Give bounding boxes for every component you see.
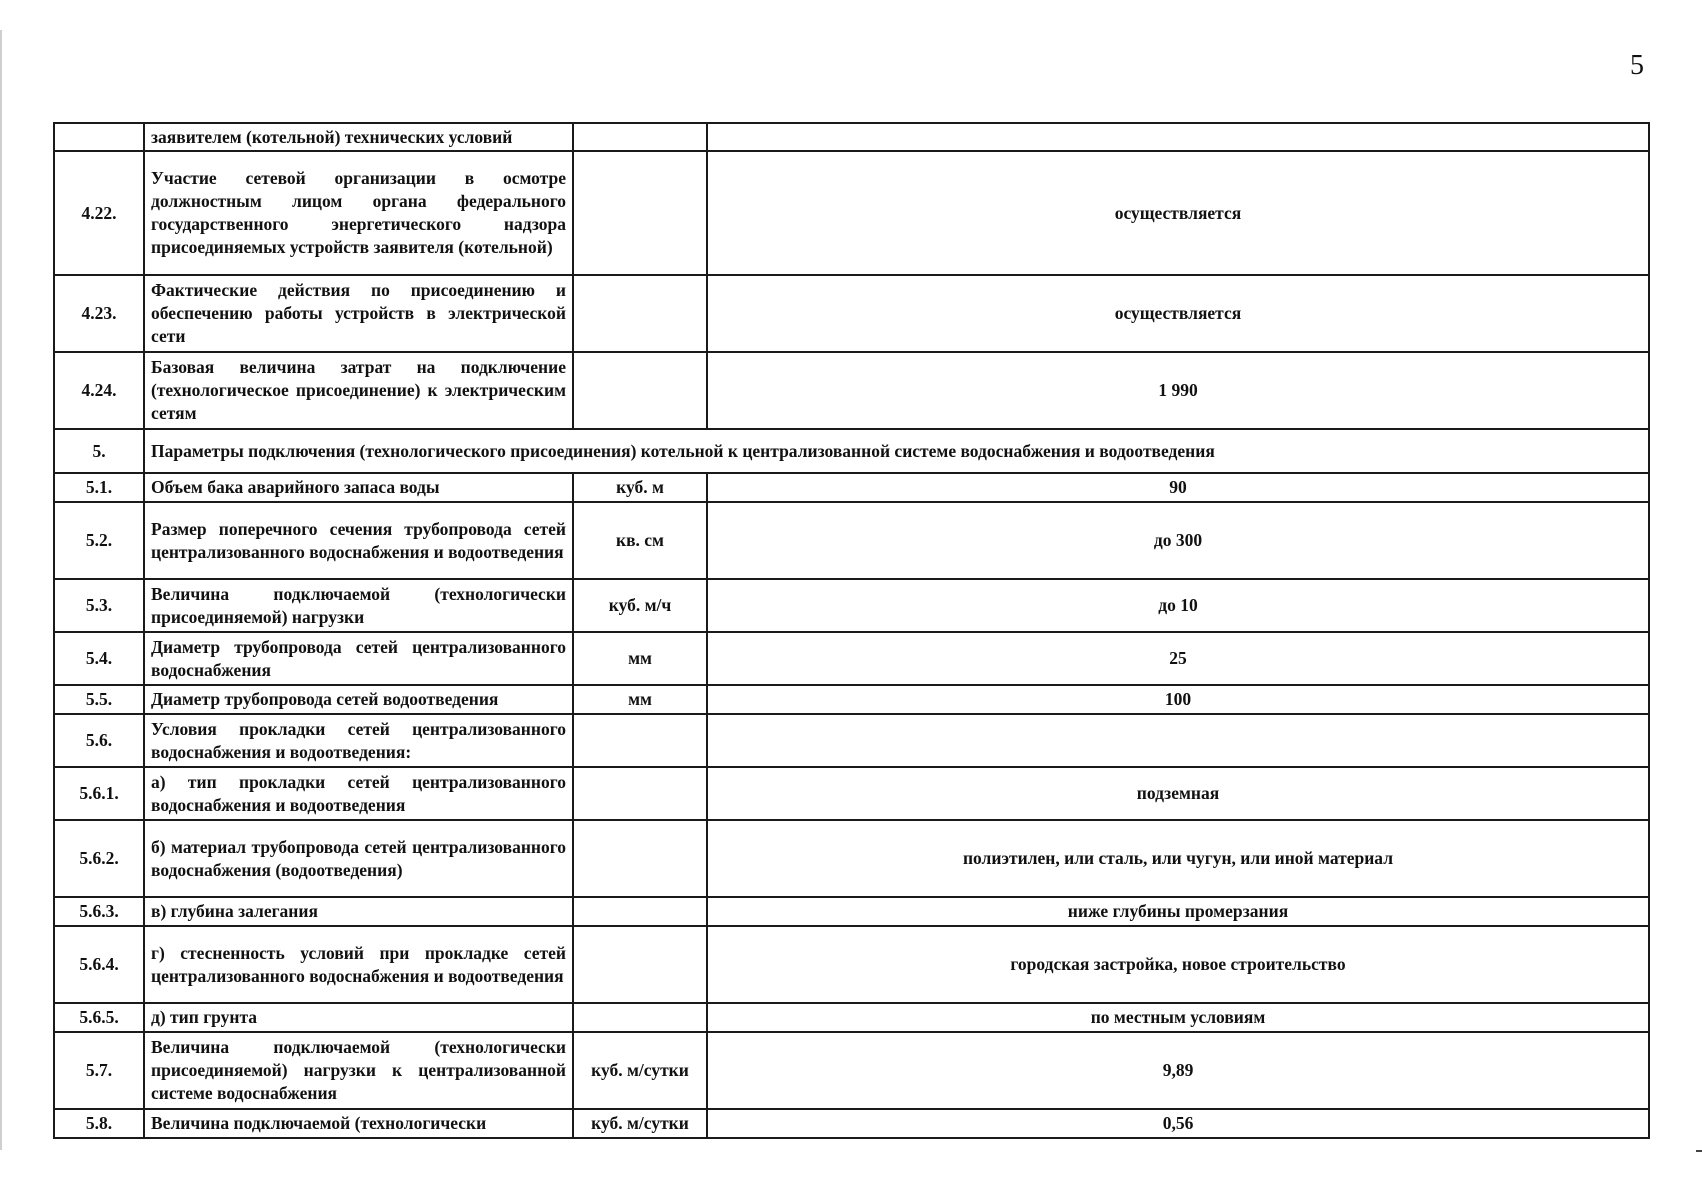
row-number: 4.22. — [54, 151, 144, 275]
unit-cell: мм — [573, 632, 707, 685]
value-cell: до 300 — [707, 502, 1649, 579]
row-number: 4.24. — [54, 352, 144, 429]
unit-cell — [573, 897, 707, 926]
value-cell: полиэтилен, или сталь, или чугун, или иной материал — [707, 820, 1649, 897]
row-number: 5.2. — [54, 502, 144, 579]
parameter-name: Участие сетевой организации в осмотре должностным лицом органа федерального государственного энергетического надзора присоединяемых устройств заявителя (котельной) — [144, 151, 573, 275]
table-row — [54, 352, 1649, 429]
unit-cell: куб. м/ч — [573, 579, 707, 632]
value-cell: 25 — [707, 632, 1649, 685]
parameter-name: заявителем (котельной) технических условий — [144, 123, 573, 151]
table-row — [54, 123, 1649, 151]
unit-cell — [573, 1003, 707, 1032]
parameter-name: г) стесненность условий при прокладке сетей централизованного водоснабжения и водоотведения — [144, 926, 573, 1003]
unit-cell — [573, 275, 707, 352]
row-number: 5.7. — [54, 1032, 144, 1109]
table-row — [54, 685, 1649, 714]
table-row — [54, 767, 1649, 820]
table-row — [54, 275, 1649, 352]
parameter-name: Размер поперечного сечения трубопровода сетей централизованного водоснабжения и водоотведения — [144, 502, 573, 579]
parameter-name: Величина подключаемой (технологически присоединяемой) нагрузки — [144, 579, 573, 632]
parameter-name: Условия прокладки сетей централизованного водоснабжения и водоотведения: — [144, 714, 573, 767]
parameter-name: Величина подключаемой (технологически присоединяемой) нагрузки к централизованной системе водоснабжения — [144, 1032, 573, 1109]
unit-cell — [573, 123, 707, 151]
scan-edge-mark — [1696, 1150, 1702, 1152]
parameter-name: Диаметр трубопровода сетей водоотведения — [144, 685, 573, 714]
row-number: 5.1. — [54, 473, 144, 502]
section-row — [54, 429, 1649, 473]
table-row — [54, 632, 1649, 685]
unit-cell — [573, 151, 707, 275]
table-row — [54, 714, 1649, 767]
value-cell: по местным условиям — [707, 1003, 1649, 1032]
table-row — [54, 897, 1649, 926]
table-row — [54, 820, 1649, 897]
row-number: 5.8. — [54, 1109, 144, 1138]
unit-cell — [573, 820, 707, 897]
unit-cell — [573, 926, 707, 1003]
value-cell: 0,56 — [707, 1109, 1649, 1138]
parameter-name: Фактические действия по присоединению и обеспечению работы устройств в электрической сети — [144, 275, 573, 352]
table-row — [54, 151, 1649, 275]
value-cell: городская застройка, новое строительство — [707, 926, 1649, 1003]
table-row — [54, 502, 1649, 579]
parameter-name: Объем бака аварийного запаса воды — [144, 473, 573, 502]
value-cell: подземная — [707, 767, 1649, 820]
value-cell: осуществляется — [707, 275, 1649, 352]
unit-cell: куб. м — [573, 473, 707, 502]
table-row — [54, 926, 1649, 1003]
parameter-name: Базовая величина затрат на подключение (технологическое присоединение) к электрическим сетям — [144, 352, 573, 429]
row-number: 5.6.4. — [54, 926, 144, 1003]
unit-cell: куб. м/сутки — [573, 1032, 707, 1109]
row-number: 5.6.5. — [54, 1003, 144, 1032]
parameter-name: в) глубина залегания — [144, 897, 573, 926]
row-number: 5.4. — [54, 632, 144, 685]
unit-cell: мм — [573, 685, 707, 714]
value-cell: 1 990 — [707, 352, 1649, 429]
value-cell: ниже глубины промерзания — [707, 897, 1649, 926]
parameter-name: д) тип грунта — [144, 1003, 573, 1032]
table-row — [54, 579, 1649, 632]
parameter-name: б) материал трубопровода сетей централизованного водоснабжения (водоотведения) — [144, 820, 573, 897]
value-cell: 90 — [707, 473, 1649, 502]
value-cell — [707, 123, 1649, 151]
value-cell: до 10 — [707, 579, 1649, 632]
parameter-name: а) тип прокладки сетей централизованного водоснабжения и водоотведения — [144, 767, 573, 820]
row-number: 4.23. — [54, 275, 144, 352]
value-cell — [707, 714, 1649, 767]
scan-edge-line — [0, 30, 2, 1150]
row-number: 5.3. — [54, 579, 144, 632]
row-number — [54, 123, 144, 151]
unit-cell — [573, 714, 707, 767]
row-number: 5.6. — [54, 714, 144, 767]
parameter-name: Величина подключаемой (технологически — [144, 1109, 573, 1138]
row-number: 5.6.3. — [54, 897, 144, 926]
parameters-table — [53, 122, 1650, 1139]
page-number: 5 — [1630, 50, 1644, 81]
table-row — [54, 1109, 1649, 1138]
table-row — [54, 1032, 1649, 1109]
row-number: 5.6.2. — [54, 820, 144, 897]
row-number: 5.6.1. — [54, 767, 144, 820]
value-cell: осуществляется — [707, 151, 1649, 275]
unit-cell — [573, 767, 707, 820]
value-cell: 9,89 — [707, 1032, 1649, 1109]
table-row — [54, 473, 1649, 502]
unit-cell: куб. м/сутки — [573, 1109, 707, 1138]
value-cell: 100 — [707, 685, 1649, 714]
unit-cell — [573, 352, 707, 429]
table-row — [54, 1003, 1649, 1032]
section-number: 5. — [54, 429, 144, 473]
unit-cell: кв. см — [573, 502, 707, 579]
row-number: 5.5. — [54, 685, 144, 714]
parameter-name: Диаметр трубопровода сетей централизованного водоснабжения — [144, 632, 573, 685]
section-title: Параметры подключения (технологического присоединения) котельной к централизованной системе водоснабжения и водоотведения — [144, 429, 1649, 473]
